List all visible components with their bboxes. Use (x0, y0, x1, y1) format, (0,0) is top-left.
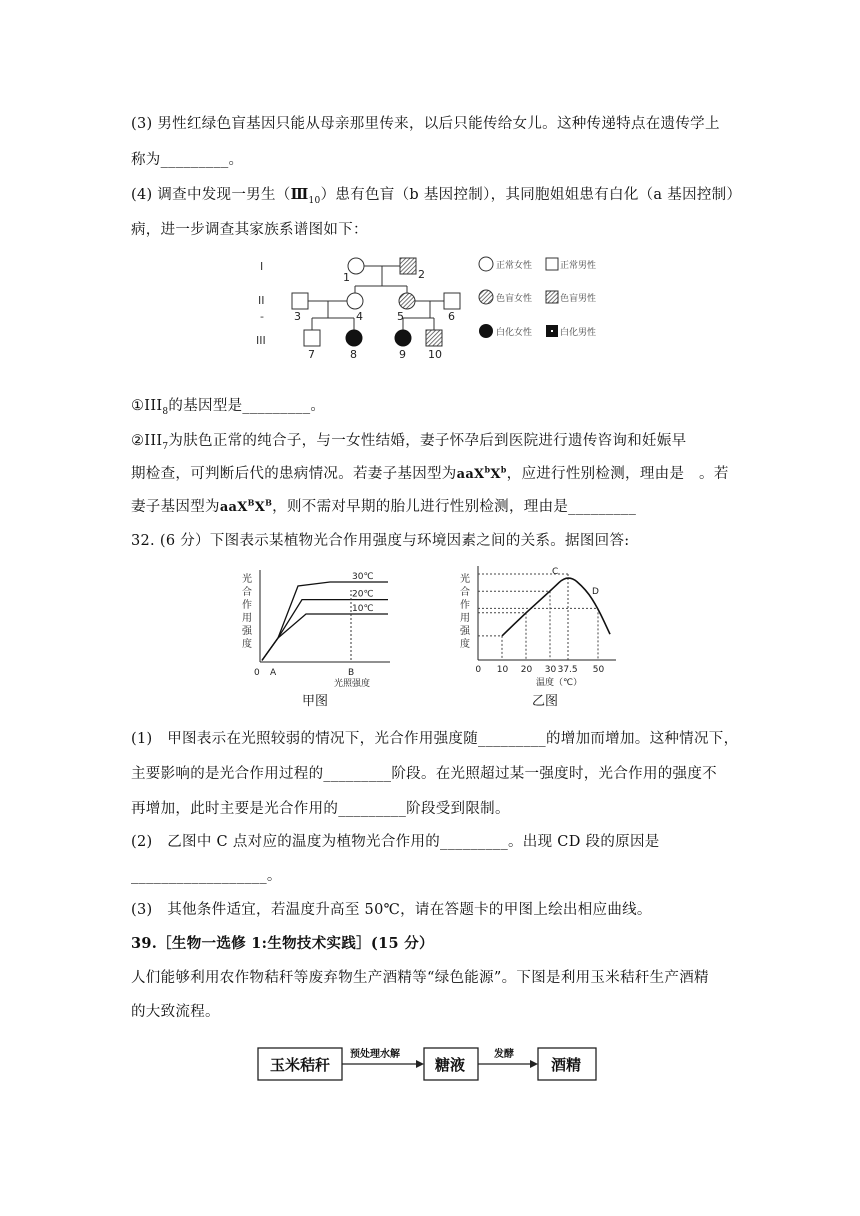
legend-normal-male-symbol (546, 258, 558, 270)
q32-1-line2: 主要影响的是光合作用过程的_________阶段。在光照超过某一强度时，光合作用的强度不 (131, 766, 717, 782)
sub2-sub: 7 (162, 441, 169, 452)
gen-label-3: III (256, 334, 266, 347)
yi-xtick: 37.5 (557, 665, 578, 675)
sub1-a: ①III (131, 398, 163, 414)
geno2-base: aaX (219, 500, 248, 515)
num-6: 6 (448, 310, 455, 323)
q39-line1: 人们能够利用农作物秸秆等废弃物生产酒精等“绿色能源”。下图是利用玉米秸秆生产酒精 (131, 970, 709, 986)
sub1-line (131, 394, 325, 417)
num-7: 7 (308, 348, 315, 361)
sub2-line1 (131, 429, 686, 452)
sub2-line2 (131, 462, 729, 483)
sub1-b: 的基因型是_________。 (168, 398, 326, 414)
num-1: 1 (343, 271, 350, 284)
q39-title: 39.［生物一选修 1:生物技术实践］(15 分） (131, 935, 434, 952)
jia-series-label: 20℃ (352, 589, 374, 600)
q3-line1: (3) 男性红绿色盲基因只能从母亲那里传来，以后只能传给女儿。这种传递特点在遗传学上 (131, 116, 720, 132)
jia-xtick-0: 0 (254, 668, 260, 678)
q4-text-b: ）患有色盲（b 基因控制），其同胞姐姐患有白化（a 基因控制） (320, 187, 742, 203)
legend-colorblind-female-symbol (479, 290, 493, 304)
legend-normal-female-symbol (479, 257, 493, 271)
legend-colorblind-female: 色盲女性 (496, 294, 533, 304)
legend-albino-female-symbol (479, 324, 493, 338)
sub2-line2-a: 期检查，可判断后代的患病情况。若妻子基因型为 (131, 466, 457, 482)
individual-7 (304, 330, 320, 346)
q4-roman: Ⅲ (290, 186, 309, 203)
genotype-1 (456, 464, 507, 482)
geno2-sup1: B (247, 497, 255, 508)
q4-roman-sub: 10 (308, 195, 321, 206)
individual-1 (348, 258, 364, 274)
gen-dash: - (260, 310, 264, 323)
q32-1-line1: (1) 甲图表示在光照较弱的情况下，光合作用强度随_________的增加而增加。这种情况下， (131, 731, 739, 747)
yi-xlabel: 温度（℃） (536, 678, 583, 688)
legend-normal-female: 正常女性 (496, 261, 533, 271)
sub2-line3-b: ，则不需对早期的胎儿进行性别检测，理由是_________ (272, 499, 637, 515)
jia-ylabel-char: 度 (242, 639, 252, 650)
yi-xtick: 50 (592, 665, 605, 675)
flow-arrow1-label: 预处理水解 (350, 1049, 400, 1060)
q4-text-a: (4) 调查中发现一男生（ (131, 187, 291, 203)
q3-line2: 称为_________。 (131, 152, 244, 168)
sub2-line3-a: 妻子基因型为 (131, 499, 220, 515)
yi-ylabel-char: 作 (460, 600, 470, 611)
yi-xtick: 0 (475, 665, 482, 675)
legend-albino-female: 白化女性 (496, 328, 533, 338)
q4-line2: 病，进一步调查其家族系谱图如下： (131, 222, 368, 238)
jia-ylabel-char: 用 (242, 613, 252, 624)
sub2-a: ②III (131, 433, 163, 449)
individual-6 (444, 293, 460, 309)
jia-series-label: 10℃ (352, 604, 374, 614)
yi-point-d: D (592, 587, 599, 597)
flow-diagram (250, 1040, 610, 1090)
jia-ylabel-char: 作 (242, 600, 252, 611)
num-10: 10 (428, 348, 442, 361)
flow-box2-label: 糖液 (435, 1056, 466, 1074)
geno1-sup1: b (484, 464, 491, 475)
pedigree-figure (250, 248, 630, 363)
sub1-sub: 8 (162, 406, 169, 417)
jia-ylabel-char: 强 (242, 626, 252, 637)
q32-3: (3) 其他条件适宜，若温度升高至 50℃，请在答题卡的甲图上绘出相应曲线。 (131, 902, 652, 918)
jia-ylabel-char: 合 (242, 587, 252, 598)
geno2-sup2: B (265, 497, 273, 508)
chart-yi (456, 560, 626, 710)
yi-xtick: 20 (520, 665, 533, 675)
jia-xlabel: 光照强度 (334, 679, 371, 689)
gen-label-1: I (260, 260, 264, 273)
legend-colorblind-male: 色盲男性 (560, 294, 597, 304)
individual-3 (292, 293, 308, 309)
num-9: 9 (399, 348, 406, 361)
yi-xtick: 30 (544, 665, 557, 675)
individual-9 (395, 330, 411, 346)
individual-8 (346, 330, 362, 346)
jia-ylabel-char: 光 (242, 574, 252, 585)
jia-xtick-a: A (270, 668, 277, 678)
num-4: 4 (356, 310, 363, 323)
q32-2-line1: (2) 乙图中 C 点对应的温度为植物光合作用的_________。出现 CD 段的原因是 (131, 834, 660, 850)
yi-xtick: 10 (496, 665, 509, 675)
jia-xtick-b: B (348, 668, 355, 678)
num-3: 3 (294, 310, 301, 323)
legend-albino-male: 白化男性 (560, 328, 597, 338)
geno1-sup2: b (500, 464, 507, 475)
geno1-mid: X (490, 467, 501, 482)
chart-jia (240, 560, 400, 710)
geno1-base: aaX (456, 467, 485, 482)
yi-caption: 乙图 (532, 694, 559, 709)
legend-normal-male: 正常男性 (560, 261, 597, 271)
sub2-line2-b: ，应进行性别检测，理由是 。若 (506, 466, 729, 482)
yi-ylabel-char: 强 (460, 626, 470, 637)
jia-series-label: 30℃ (352, 572, 374, 582)
yi-ylabel-char: 用 (460, 613, 470, 624)
jia-series-line (262, 614, 388, 660)
individual-5 (399, 293, 415, 309)
q32-2-line2: __________________。 (131, 868, 282, 884)
flow-arrowhead-2 (530, 1060, 538, 1068)
q39-line2: 的大致流程。 (131, 1004, 220, 1020)
sub2-line3 (131, 495, 636, 516)
flow-arrowhead-1 (416, 1060, 424, 1068)
yi-ylabel-char: 合 (460, 587, 470, 598)
flow-arrow2-label: 发酵 (494, 1049, 514, 1060)
genotype-2 (219, 497, 273, 515)
flow-box1-label: 玉米秸秆 (270, 1056, 331, 1074)
q4-line1 (131, 183, 741, 206)
yi-ylabel-char: 度 (460, 639, 470, 650)
num-2: 2 (418, 268, 425, 281)
yi-point-c: C (552, 567, 559, 577)
sub2-b: 为肤色正常的纯合子，与一女性结婚，妻子怀孕后到医院进行遗传咨询和妊娠早 (168, 433, 687, 449)
gen-label-2: II (258, 294, 265, 307)
yi-ylabel-char: 光 (460, 574, 470, 585)
geno2-mid: X (254, 500, 266, 515)
legend-colorblind-male-symbol (546, 291, 558, 303)
q32-1-line3: 再增加，此时主要是光合作用的_________阶段受到限制。 (131, 801, 510, 817)
individual-2 (400, 258, 416, 274)
q32-title: 32. (6 分）下图表示某植物光合作用强度与环境因素之间的关系。据图回答: (131, 533, 630, 549)
num-8: 8 (350, 348, 357, 361)
individual-10 (426, 330, 442, 346)
individual-4 (347, 293, 363, 309)
jia-caption: 甲图 (302, 694, 329, 709)
flow-box3-label: 酒精 (551, 1056, 582, 1074)
num-5: 5 (397, 310, 404, 323)
